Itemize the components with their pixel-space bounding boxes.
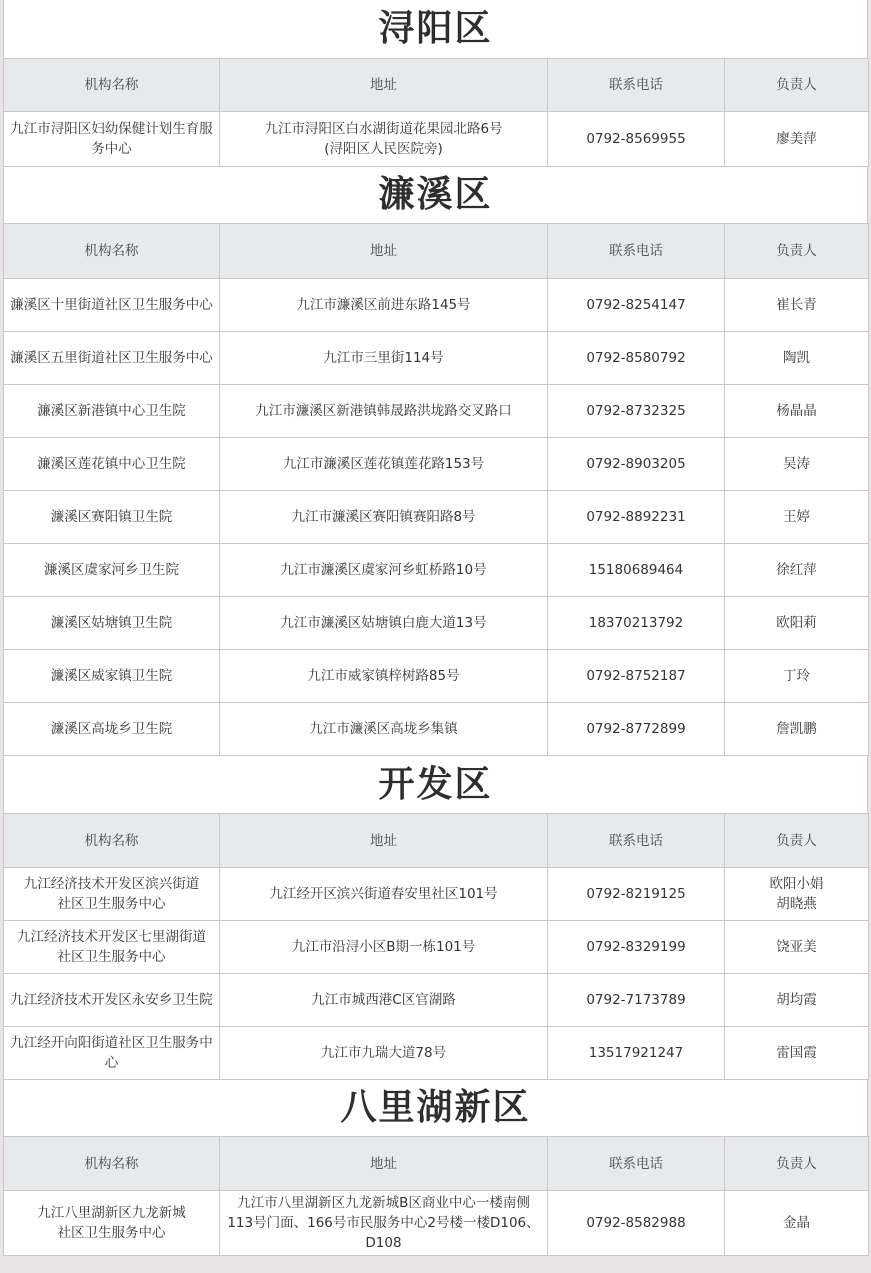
table-row bbox=[4, 544, 869, 597]
cell-person: 雷国霞 bbox=[725, 1027, 869, 1080]
cell-phone: 15180689464 bbox=[548, 544, 725, 597]
cell-phone: 0792-8329199 bbox=[548, 921, 725, 974]
cell-name: 九江市浔阳区妇幼保健计划生育服 务中心 bbox=[4, 112, 220, 167]
cell-address: 九江市浔阳区白水湖街道花果园北路6号 (浔阳区人民医院旁) bbox=[220, 112, 548, 167]
table-row bbox=[4, 597, 869, 650]
cell-person: 欧阳小娟 胡晓燕 bbox=[725, 868, 869, 921]
cell-name: 濂溪区威家镇卫生院 bbox=[4, 650, 220, 703]
district-table bbox=[3, 1136, 869, 1256]
cell-address: 九江市沿浔小区B期一栋101号 bbox=[220, 921, 548, 974]
header-phone: 联系电话 bbox=[548, 224, 725, 279]
table-row bbox=[4, 491, 869, 544]
header-phone: 联系电话 bbox=[548, 814, 725, 868]
table-header-row bbox=[4, 1137, 869, 1191]
cell-address: 九江市威家镇梓树路85号 bbox=[220, 650, 548, 703]
table-row bbox=[4, 438, 869, 491]
header-address: 地址 bbox=[220, 59, 548, 112]
district-title: 浔阳区 bbox=[3, 0, 868, 58]
cell-phone: 0792-8580792 bbox=[548, 332, 725, 385]
cell-name: 濂溪区十里街道社区卫生服务中心 bbox=[4, 279, 220, 332]
district-title: 濂溪区 bbox=[3, 167, 868, 223]
header-address: 地址 bbox=[220, 224, 548, 279]
cell-name: 九江经济技术开发区滨兴街道 社区卫生服务中心 bbox=[4, 868, 220, 921]
header-name: 机构名称 bbox=[4, 224, 220, 279]
cell-person: 欧阳莉 bbox=[725, 597, 869, 650]
cell-person: 崔长青 bbox=[725, 279, 869, 332]
cell-person: 陶凯 bbox=[725, 332, 869, 385]
header-name: 机构名称 bbox=[4, 1137, 220, 1191]
cell-address: 九江市九瑞大道78号 bbox=[220, 1027, 548, 1080]
cell-name: 濂溪区高垅乡卫生院 bbox=[4, 703, 220, 756]
table-row bbox=[4, 921, 869, 974]
district-table bbox=[3, 813, 869, 1080]
table-row bbox=[4, 1191, 869, 1256]
cell-name: 九江经开向阳街道社区卫生服务中 心 bbox=[4, 1027, 220, 1080]
cell-person: 杨晶晶 bbox=[725, 385, 869, 438]
table-row bbox=[4, 332, 869, 385]
cell-address: 九江市濂溪区赛阳镇赛阳路8号 bbox=[220, 491, 548, 544]
cell-address: 九江市濂溪区莲花镇莲花路153号 bbox=[220, 438, 548, 491]
cell-address: 九江市濂溪区姑塘镇白鹿大道13号 bbox=[220, 597, 548, 650]
page bbox=[3, 0, 868, 1256]
cell-address: 九江市八里湖新区九龙新城B区商业中心一楼南侧 113号门面、166号市民服务中心2号楼一楼D106、 D108 bbox=[220, 1191, 548, 1256]
table-row bbox=[4, 868, 869, 921]
cell-person: 王婷 bbox=[725, 491, 869, 544]
cell-address: 九江市濂溪区高垅乡集镇 bbox=[220, 703, 548, 756]
cell-phone: 0792-8254147 bbox=[548, 279, 725, 332]
header-person: 负责人 bbox=[725, 814, 869, 868]
cell-phone: 0792-8569955 bbox=[548, 112, 725, 167]
cell-phone: 0792-7173789 bbox=[548, 974, 725, 1027]
district-title: 八里湖新区 bbox=[3, 1080, 868, 1136]
table-row bbox=[4, 974, 869, 1027]
district-table bbox=[3, 223, 869, 756]
cell-phone: 13517921247 bbox=[548, 1027, 725, 1080]
table-header-row bbox=[4, 224, 869, 279]
cell-person: 徐红萍 bbox=[725, 544, 869, 597]
cell-person: 金晶 bbox=[725, 1191, 869, 1256]
header-address: 地址 bbox=[220, 814, 548, 868]
table-row bbox=[4, 112, 869, 167]
cell-address: 九江市濂溪区前进东路145号 bbox=[220, 279, 548, 332]
cell-person: 丁玲 bbox=[725, 650, 869, 703]
header-person: 负责人 bbox=[725, 1137, 869, 1191]
cell-person: 廖美萍 bbox=[725, 112, 869, 167]
header-name: 机构名称 bbox=[4, 59, 220, 112]
cell-person: 詹凯鹏 bbox=[725, 703, 869, 756]
cell-person: 饶亚美 bbox=[725, 921, 869, 974]
cell-phone: 0792-8892231 bbox=[548, 491, 725, 544]
cell-name: 濂溪区莲花镇中心卫生院 bbox=[4, 438, 220, 491]
cell-phone: 0792-8772899 bbox=[548, 703, 725, 756]
header-person: 负责人 bbox=[725, 224, 869, 279]
cell-address: 九江经开区滨兴街道春安里社区101号 bbox=[220, 868, 548, 921]
cell-address: 九江市三里街114号 bbox=[220, 332, 548, 385]
cell-name: 濂溪区新港镇中心卫生院 bbox=[4, 385, 220, 438]
header-phone: 联系电话 bbox=[548, 1137, 725, 1191]
table-row bbox=[4, 650, 869, 703]
cell-address: 九江市濂溪区虞家河乡虹桥路10号 bbox=[220, 544, 548, 597]
cell-phone: 0792-8752187 bbox=[548, 650, 725, 703]
cell-address: 九江市城西港C区官湖路 bbox=[220, 974, 548, 1027]
table-row bbox=[4, 279, 869, 332]
district-title: 开发区 bbox=[3, 756, 868, 813]
cell-phone: 0792-8732325 bbox=[548, 385, 725, 438]
header-name: 机构名称 bbox=[4, 814, 220, 868]
cell-person: 胡均霞 bbox=[725, 974, 869, 1027]
cell-phone: 0792-8903205 bbox=[548, 438, 725, 491]
cell-name: 濂溪区五里街道社区卫生服务中心 bbox=[4, 332, 220, 385]
cell-name: 濂溪区虞家河乡卫生院 bbox=[4, 544, 220, 597]
header-person: 负责人 bbox=[725, 59, 869, 112]
cell-phone: 18370213792 bbox=[548, 597, 725, 650]
cell-person: 吴涛 bbox=[725, 438, 869, 491]
cell-name: 九江八里湖新区九龙新城 社区卫生服务中心 bbox=[4, 1191, 220, 1256]
table-row bbox=[4, 385, 869, 438]
table-header-row bbox=[4, 59, 869, 112]
cell-name: 濂溪区姑塘镇卫生院 bbox=[4, 597, 220, 650]
cell-name: 濂溪区赛阳镇卫生院 bbox=[4, 491, 220, 544]
table-row bbox=[4, 703, 869, 756]
table-header-row bbox=[4, 814, 869, 868]
cell-phone: 0792-8582988 bbox=[548, 1191, 725, 1256]
district-table bbox=[3, 58, 869, 167]
header-phone: 联系电话 bbox=[548, 59, 725, 112]
header-address: 地址 bbox=[220, 1137, 548, 1191]
cell-phone: 0792-8219125 bbox=[548, 868, 725, 921]
cell-name: 九江经济技术开发区永安乡卫生院 bbox=[4, 974, 220, 1027]
cell-name: 九江经济技术开发区七里湖街道 社区卫生服务中心 bbox=[4, 921, 220, 974]
cell-address: 九江市濂溪区新港镇韩晟路洪垅路交叉路口 bbox=[220, 385, 548, 438]
table-row bbox=[4, 1027, 869, 1080]
